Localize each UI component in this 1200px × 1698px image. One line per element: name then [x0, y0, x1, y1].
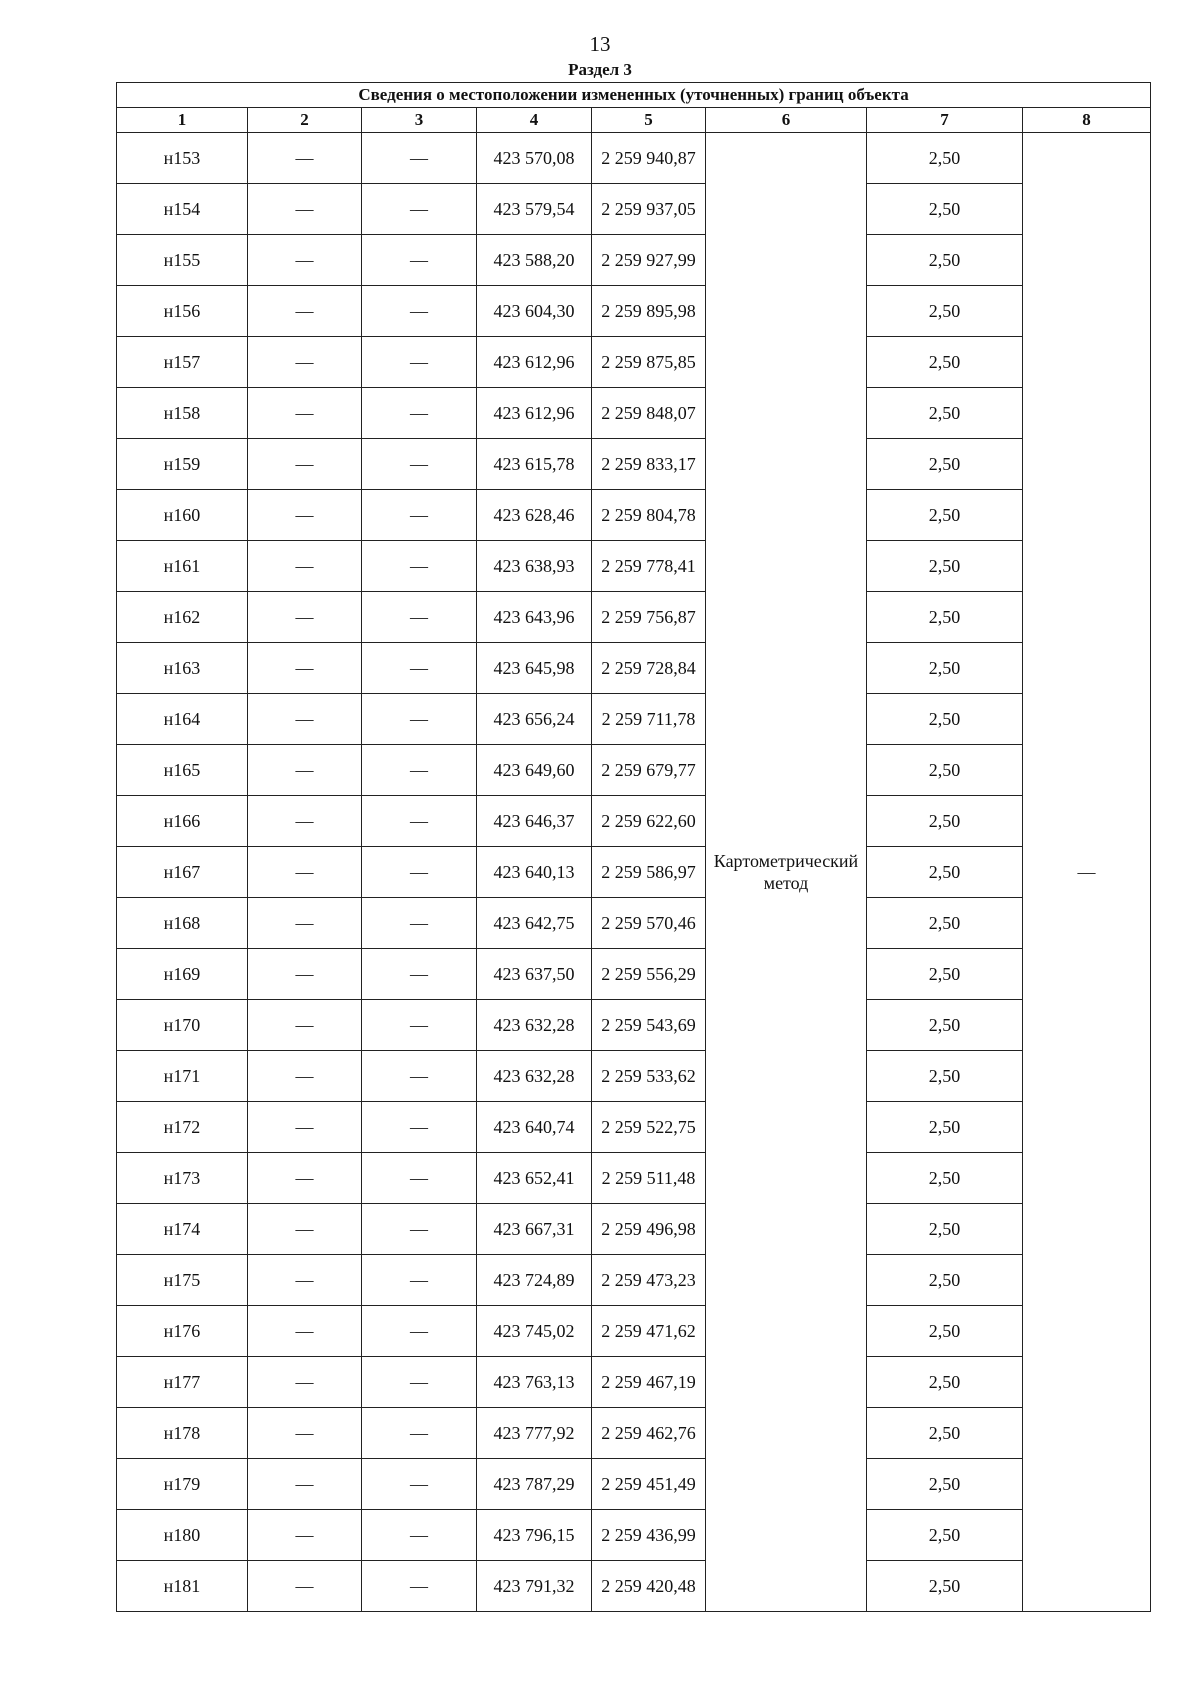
column-2-cell: — [248, 1510, 362, 1561]
table-row [117, 694, 1151, 745]
point-name-cell: н155 [117, 235, 248, 286]
y-coordinate-cell: 2 259 543,69 [592, 1000, 706, 1051]
y-coordinate-cell: 2 259 711,78 [592, 694, 706, 745]
column-2-cell: — [248, 592, 362, 643]
point-name-cell: н157 [117, 337, 248, 388]
table-row [117, 439, 1151, 490]
y-coordinate-cell: 2 259 728,84 [592, 643, 706, 694]
y-coordinate-cell: 2 259 833,17 [592, 439, 706, 490]
point-name-cell: н156 [117, 286, 248, 337]
y-coordinate-cell: 2 259 496,98 [592, 1204, 706, 1255]
column-2-cell: — [248, 745, 362, 796]
column-2-cell: — [248, 1153, 362, 1204]
point-name-cell: н165 [117, 745, 248, 796]
y-coordinate-cell: 2 259 420,48 [592, 1561, 706, 1612]
table-row [117, 1102, 1151, 1153]
column-number-4: 4 [477, 108, 592, 133]
column-3-cell: — [362, 1051, 477, 1102]
point-name-cell: н173 [117, 1153, 248, 1204]
accuracy-cell: 2,50 [867, 1102, 1023, 1153]
column-2-cell: — [248, 694, 362, 745]
point-name-cell: н161 [117, 541, 248, 592]
column-number-8: 8 [1023, 108, 1151, 133]
accuracy-cell: 2,50 [867, 439, 1023, 490]
point-name-cell: н160 [117, 490, 248, 541]
x-coordinate-cell: 423 612,96 [477, 337, 592, 388]
accuracy-cell: 2,50 [867, 1459, 1023, 1510]
column-2-cell: — [248, 1357, 362, 1408]
accuracy-cell: 2,50 [867, 1306, 1023, 1357]
table-row [117, 1204, 1151, 1255]
column-number-2: 2 [248, 108, 362, 133]
x-coordinate-cell: 423 645,98 [477, 643, 592, 694]
accuracy-cell: 2,50 [867, 133, 1023, 184]
column-number-3: 3 [362, 108, 477, 133]
point-name-cell: н162 [117, 592, 248, 643]
column-2-cell: — [248, 796, 362, 847]
y-coordinate-cell: 2 259 473,23 [592, 1255, 706, 1306]
accuracy-cell: 2,50 [867, 541, 1023, 592]
table-row [117, 1459, 1151, 1510]
x-coordinate-cell: 423 604,30 [477, 286, 592, 337]
accuracy-cell: 2,50 [867, 949, 1023, 1000]
table-row [117, 949, 1151, 1000]
column-2-cell: — [248, 439, 362, 490]
column-3-cell: — [362, 1408, 477, 1459]
y-coordinate-cell: 2 259 471,62 [592, 1306, 706, 1357]
point-name-cell: н180 [117, 1510, 248, 1561]
x-coordinate-cell: 423 637,50 [477, 949, 592, 1000]
column-3-cell: — [362, 847, 477, 898]
table-row [117, 847, 1151, 898]
column-3-cell: — [362, 490, 477, 541]
accuracy-cell: 2,50 [867, 1204, 1023, 1255]
x-coordinate-cell: 423 638,93 [477, 541, 592, 592]
table-row [117, 490, 1151, 541]
column-3-cell: — [362, 694, 477, 745]
column-3-cell: — [362, 439, 477, 490]
column-2-cell: — [248, 1102, 362, 1153]
x-coordinate-cell: 423 777,92 [477, 1408, 592, 1459]
column-2-cell: — [248, 490, 362, 541]
x-coordinate-cell: 423 570,08 [477, 133, 592, 184]
accuracy-cell: 2,50 [867, 847, 1023, 898]
table-caption: Сведения о местоположении измененных (уточненных) границ объекта [117, 83, 1151, 108]
column-3-cell: — [362, 337, 477, 388]
table-row [117, 388, 1151, 439]
accuracy-cell: 2,50 [867, 1000, 1023, 1051]
point-name-cell: н167 [117, 847, 248, 898]
point-name-cell: н170 [117, 1000, 248, 1051]
point-name-cell: н158 [117, 388, 248, 439]
point-name-cell: н171 [117, 1051, 248, 1102]
x-coordinate-cell: 423 640,74 [477, 1102, 592, 1153]
point-name-cell: н181 [117, 1561, 248, 1612]
column-3-cell: — [362, 235, 477, 286]
page-number: 13 [589, 32, 611, 56]
column-2-cell: — [248, 898, 362, 949]
table-row [117, 592, 1151, 643]
column-number-5: 5 [592, 108, 706, 133]
y-coordinate-cell: 2 259 804,78 [592, 490, 706, 541]
accuracy-cell: 2,50 [867, 694, 1023, 745]
y-coordinate-cell: 2 259 436,99 [592, 1510, 706, 1561]
table-caption-row [117, 83, 1151, 108]
table-row [117, 235, 1151, 286]
x-coordinate-cell: 423 588,20 [477, 235, 592, 286]
x-coordinate-cell: 423 652,41 [477, 1153, 592, 1204]
coordinates-table [116, 82, 1151, 1612]
y-coordinate-cell: 2 259 533,62 [592, 1051, 706, 1102]
y-coordinate-cell: 2 259 895,98 [592, 286, 706, 337]
y-coordinate-cell: 2 259 679,77 [592, 745, 706, 796]
column-3-cell: — [362, 1459, 477, 1510]
table-row [117, 1306, 1151, 1357]
y-coordinate-cell: 2 259 937,05 [592, 184, 706, 235]
point-name-cell: н178 [117, 1408, 248, 1459]
x-coordinate-cell: 423 615,78 [477, 439, 592, 490]
column-2-cell: — [248, 184, 362, 235]
column-3-cell: — [362, 388, 477, 439]
table-row [117, 541, 1151, 592]
accuracy-cell: 2,50 [867, 490, 1023, 541]
table-row [117, 898, 1151, 949]
accuracy-cell: 2,50 [867, 1153, 1023, 1204]
column-2-cell: — [248, 337, 362, 388]
column-3-cell: — [362, 1102, 477, 1153]
table-row [117, 745, 1151, 796]
column-3-cell: — [362, 1255, 477, 1306]
accuracy-cell: 2,50 [867, 286, 1023, 337]
accuracy-cell: 2,50 [867, 388, 1023, 439]
table-row [117, 1408, 1151, 1459]
point-name-cell: н177 [117, 1357, 248, 1408]
y-coordinate-cell: 2 259 570,46 [592, 898, 706, 949]
table-row [117, 643, 1151, 694]
x-coordinate-cell: 423 796,15 [477, 1510, 592, 1561]
column-2-cell: — [248, 1051, 362, 1102]
point-name-cell: н164 [117, 694, 248, 745]
point-name-cell: н175 [117, 1255, 248, 1306]
x-coordinate-cell: 423 612,96 [477, 388, 592, 439]
x-coordinate-cell: 423 649,60 [477, 745, 592, 796]
accuracy-cell: 2,50 [867, 1255, 1023, 1306]
table-row [117, 1051, 1151, 1102]
column-2-cell: — [248, 133, 362, 184]
column-number-7: 7 [867, 108, 1023, 133]
column-3-cell: — [362, 184, 477, 235]
x-coordinate-cell: 423 667,31 [477, 1204, 592, 1255]
point-name-cell: н172 [117, 1102, 248, 1153]
column-3-cell: — [362, 1510, 477, 1561]
accuracy-cell: 2,50 [867, 898, 1023, 949]
point-name-cell: н179 [117, 1459, 248, 1510]
column-2-cell: — [248, 1000, 362, 1051]
column-2-cell: — [248, 286, 362, 337]
point-name-cell: н154 [117, 184, 248, 235]
x-coordinate-cell: 423 791,32 [477, 1561, 592, 1612]
y-coordinate-cell: 2 259 875,85 [592, 337, 706, 388]
accuracy-cell: 2,50 [867, 643, 1023, 694]
x-coordinate-cell: 423 640,13 [477, 847, 592, 898]
x-coordinate-cell: 423 632,28 [477, 1051, 592, 1102]
y-coordinate-cell: 2 259 462,76 [592, 1408, 706, 1459]
x-coordinate-cell: 423 646,37 [477, 796, 592, 847]
column-2-cell: — [248, 1255, 362, 1306]
column-3-cell: — [362, 133, 477, 184]
column-2-cell: — [248, 1459, 362, 1510]
accuracy-cell: 2,50 [867, 796, 1023, 847]
x-coordinate-cell: 423 628,46 [477, 490, 592, 541]
column-2-cell: — [248, 949, 362, 1000]
accuracy-cell: 2,50 [867, 184, 1023, 235]
x-coordinate-cell: 423 787,29 [477, 1459, 592, 1510]
column-2-cell: — [248, 235, 362, 286]
x-coordinate-cell: 423 642,75 [477, 898, 592, 949]
accuracy-cell: 2,50 [867, 592, 1023, 643]
column-2-cell: — [248, 1204, 362, 1255]
y-coordinate-cell: 2 259 586,97 [592, 847, 706, 898]
point-name-cell: н163 [117, 643, 248, 694]
column-2-cell: — [248, 1306, 362, 1357]
column-3-cell: — [362, 1153, 477, 1204]
column-3-cell: — [362, 643, 477, 694]
point-name-cell: н159 [117, 439, 248, 490]
y-coordinate-cell: 2 259 451,49 [592, 1459, 706, 1510]
point-name-cell: н153 [117, 133, 248, 184]
column-3-cell: — [362, 949, 477, 1000]
table-row [117, 337, 1151, 388]
point-name-cell: н166 [117, 796, 248, 847]
accuracy-cell: 2,50 [867, 1408, 1023, 1459]
column-number-1: 1 [117, 108, 248, 133]
column-3-cell: — [362, 745, 477, 796]
y-coordinate-cell: 2 259 940,87 [592, 133, 706, 184]
accuracy-cell: 2,50 [867, 235, 1023, 286]
accuracy-cell: 2,50 [867, 1561, 1023, 1612]
accuracy-cell: 2,50 [867, 337, 1023, 388]
y-coordinate-cell: 2 259 522,75 [592, 1102, 706, 1153]
column-2-cell: — [248, 388, 362, 439]
column-3-cell: — [362, 592, 477, 643]
x-coordinate-cell: 423 763,13 [477, 1357, 592, 1408]
column-3-cell: — [362, 1561, 477, 1612]
point-name-cell: н176 [117, 1306, 248, 1357]
column-2-cell: — [248, 847, 362, 898]
y-coordinate-cell: 2 259 622,60 [592, 796, 706, 847]
accuracy-cell: 2,50 [867, 1357, 1023, 1408]
table-row [117, 133, 1151, 184]
column-3-cell: — [362, 898, 477, 949]
y-coordinate-cell: 2 259 467,19 [592, 1357, 706, 1408]
table-row [117, 1510, 1151, 1561]
y-coordinate-cell: 2 259 848,07 [592, 388, 706, 439]
point-name-cell: н168 [117, 898, 248, 949]
column-2-cell: — [248, 1408, 362, 1459]
x-coordinate-cell: 423 579,54 [477, 184, 592, 235]
column-2-cell: — [248, 541, 362, 592]
y-coordinate-cell: 2 259 556,29 [592, 949, 706, 1000]
column-3-cell: — [362, 796, 477, 847]
table-row [117, 286, 1151, 337]
column-3-cell: — [362, 1357, 477, 1408]
x-coordinate-cell: 423 745,02 [477, 1306, 592, 1357]
accuracy-cell: 2,50 [867, 745, 1023, 796]
point-name-cell: н174 [117, 1204, 248, 1255]
table-row [117, 1000, 1151, 1051]
y-coordinate-cell: 2 259 927,99 [592, 235, 706, 286]
column-3-cell: — [362, 286, 477, 337]
y-coordinate-cell: 2 259 511,48 [592, 1153, 706, 1204]
column-number-6: 6 [706, 108, 867, 133]
column-3-cell: — [362, 1306, 477, 1357]
point-name-cell: н169 [117, 949, 248, 1000]
column-2-cell: — [248, 643, 362, 694]
column-3-cell: — [362, 1204, 477, 1255]
y-coordinate-cell: 2 259 756,87 [592, 592, 706, 643]
column-3-cell: — [362, 1000, 477, 1051]
column-8-cell: — [1023, 133, 1151, 1612]
method-cell: Картометрический метод [706, 133, 867, 1612]
column-3-cell: — [362, 541, 477, 592]
accuracy-cell: 2,50 [867, 1051, 1023, 1102]
section-title: Раздел 3 [568, 60, 632, 79]
accuracy-cell: 2,50 [867, 1510, 1023, 1561]
table-row [117, 184, 1151, 235]
x-coordinate-cell: 423 656,24 [477, 694, 592, 745]
table-row [117, 796, 1151, 847]
x-coordinate-cell: 423 643,96 [477, 592, 592, 643]
y-coordinate-cell: 2 259 778,41 [592, 541, 706, 592]
column-number-row [117, 108, 1151, 133]
table-row [117, 1153, 1151, 1204]
table-row [117, 1561, 1151, 1612]
x-coordinate-cell: 423 632,28 [477, 1000, 592, 1051]
table-row [117, 1357, 1151, 1408]
table-row [117, 1255, 1151, 1306]
column-2-cell: — [248, 1561, 362, 1612]
x-coordinate-cell: 423 724,89 [477, 1255, 592, 1306]
